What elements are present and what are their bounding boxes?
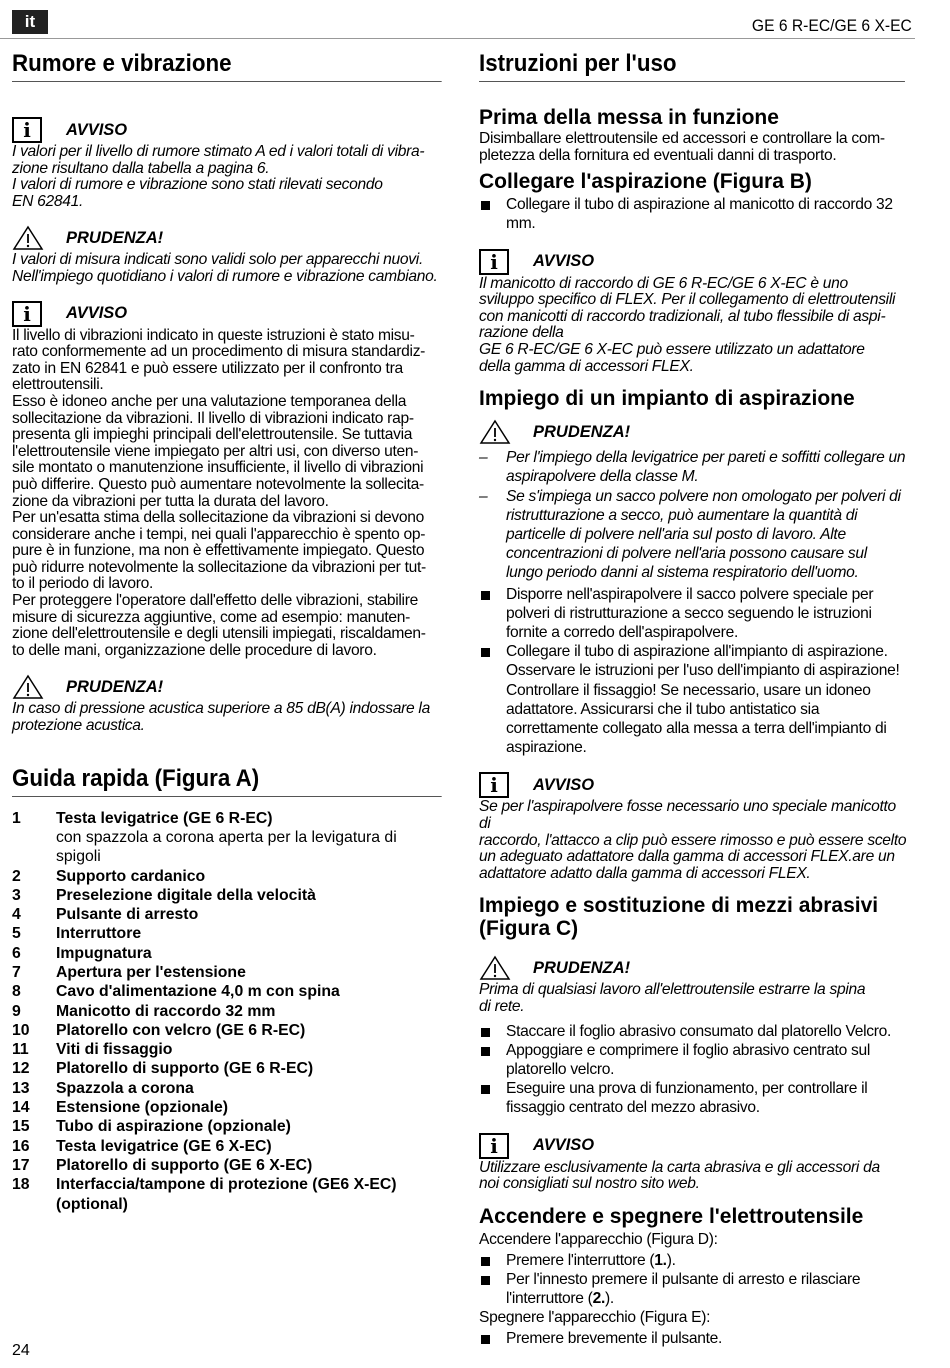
part-name: Interruttore <box>56 925 142 943</box>
text-line: Per un'esatta stima della sollecitazione da vibrazioni si devono <box>12 509 424 527</box>
part-item <box>12 905 444 924</box>
info-notice <box>12 116 444 210</box>
part-item <box>12 1021 444 1040</box>
part-item <box>12 982 444 1001</box>
notice-text <box>479 276 907 376</box>
list-item: Collegare il tubo di aspirazione all'impianto di aspirazione. Osservare le istruzioni per l'uso dell'impianto di aspirazione! Controllare il fissaggio! Se necessario, usare un idoneo adattatore. Assicurarsi che il tubo antistatico sia correttamente collegato alla messa a terra dell'impianto di aspirazione. <box>479 642 907 757</box>
text-line: I valori di misura indicati sono validi solo per apparecchi nuovi. <box>12 251 423 269</box>
part-number: 2 <box>12 867 21 885</box>
part-item <box>12 1059 444 1078</box>
notice-label: PRUDENZA! <box>66 677 164 696</box>
part-number: 3 <box>12 886 21 904</box>
list-item: Collegare il tubo di aspirazione al manicotto di raccordo 32 mm. <box>479 195 907 233</box>
text-line: In caso di pressione acustica superiore a 85 dB(A) indossare la <box>12 700 430 718</box>
caution-notice <box>12 224 444 285</box>
part-name: Tubo di aspirazione (opzionale) <box>56 1118 291 1136</box>
text-line: Disimballare elettroutensile ed accessori e controllare la com- <box>479 130 885 147</box>
text-line: Utilizzare esclusivamente la carta abrasiva e gli accessori da <box>479 1158 880 1176</box>
warning-icon <box>479 419 511 445</box>
part-item <box>12 1137 444 1156</box>
text-line: protezione acustica. <box>12 717 145 735</box>
part-number: 6 <box>12 944 21 962</box>
part-number: 10 <box>12 1021 30 1039</box>
notice-text <box>479 799 907 882</box>
part-number: 9 <box>12 1002 21 1020</box>
connect-extraction-list <box>479 195 907 233</box>
text-line: sviluppo specifico di FLEX. Per il collegamento di elettroutensili <box>479 291 896 309</box>
text-line: Per proteggere l'operatore dall'effetto delle vibrazioni, stabilire <box>12 592 418 610</box>
part-number: 12 <box>12 1060 30 1078</box>
info-notice <box>479 771 907 882</box>
text-line: pure è in funzione, ma non è effettivamente impiegato. Questo <box>12 542 425 560</box>
part-item <box>12 1040 444 1059</box>
extraction-caution <box>479 418 907 446</box>
notice-label: AVVISO <box>533 252 595 271</box>
list-item: Appoggiare e comprimere il foglio abrasivo centrato sul platorello velcro. <box>479 1041 907 1079</box>
subtitle-switch-on-off: Accendere e spegnere l'elettroutensile <box>479 1204 864 1228</box>
list-item: – Per l'impiego della levigatrice per pareti e soffitti collegare un aspirapolvere della classe M. <box>479 448 907 486</box>
text-line: razione della <box>479 324 564 342</box>
text-line: Prima di qualsiasi lavoro all'elettroutensile estrarre la spina <box>479 981 866 999</box>
notice-text <box>12 252 444 285</box>
part-item <box>12 924 444 943</box>
part-name: Cavo d'alimentazione 4,0 m con spina <box>56 983 340 1001</box>
part-number: 8 <box>12 983 21 1001</box>
text-line: adattatore adatto dalla gamma di accessori FLEX. <box>479 864 811 882</box>
notice-label: PRUDENZA! <box>533 958 631 977</box>
section-title-noise: Rumore e vibrazione <box>12 50 442 82</box>
text-line: I valori di rumore e vibrazione sono stati rilevati secondo <box>12 176 383 194</box>
part-item <box>12 867 444 886</box>
caution-notice <box>12 673 444 734</box>
list-item: Premere l'interruttore (1.). <box>479 1251 907 1270</box>
list-item: Disporre nell'aspirapolvere il sacco polvere speciale per polveri di ristrutturazione a secco seguendo le istruzioni fornite a corredo dell'aspirapolvere. <box>479 585 907 643</box>
part-item <box>12 886 444 905</box>
extraction-dash-list <box>479 448 907 582</box>
part-name: Spazzola a corona <box>56 1079 194 1097</box>
abrasives-caution <box>479 954 907 1015</box>
text-line: può differire. Questo può aumentare notevolmente la sollecita- <box>12 475 424 493</box>
part-note: (optional) <box>56 1195 128 1213</box>
section-title-instructions: Istruzioni per l'uso <box>479 50 905 82</box>
abrasives-list <box>479 1022 907 1118</box>
caution-label: PRUDENZA! <box>533 422 631 441</box>
part-number: 17 <box>12 1156 30 1174</box>
text-line: pletezza della fornitura ed eventuali danni di trasporto. <box>479 146 837 164</box>
part-number: 4 <box>12 906 21 924</box>
notice-text <box>12 328 444 660</box>
notice-text <box>479 982 907 1015</box>
text-line: Il livello di vibrazioni indicato in queste istruzioni è stato misu- <box>12 326 415 344</box>
part-name: Platorello con velcro (GE 6 R-EC) <box>56 1021 306 1039</box>
part-number: 11 <box>12 1041 29 1059</box>
left-column <box>12 50 444 1214</box>
part-item <box>12 1098 444 1117</box>
subtitle-abrasives: Impiego e sostituzione di mezzi abrasivi (Figura C) <box>479 894 879 941</box>
language-badge: it <box>12 10 48 34</box>
part-name: Testa levigatrice (GE 6 R-EC) con spazzola a corona aperta per la levigatura di spigoli <box>56 809 444 867</box>
text-line: misure di sicurezza aggiuntive, come ad esempio: manuten- <box>12 608 411 626</box>
part-name: Estensione (opzionale) <box>56 1099 229 1117</box>
caution-notice <box>479 954 907 1015</box>
notice-label: AVVISO <box>533 1136 595 1155</box>
text-line: to il periodo di lavoro. <box>12 575 154 593</box>
warning-icon <box>12 225 44 251</box>
text-line: un adeguato adattatore dalla gamma di accessori FLEX.are un <box>479 848 895 866</box>
info-icon: i <box>12 301 42 327</box>
text-line: considerare anche i tempi, nei quali l'apparecchio è spento op- <box>12 525 426 543</box>
list-item: – Se s'impiega un sacco polvere non omologato per polveri di ristrutturazione a secco, può aumentare la quantità di particelle di polvere nell'aria sul posto di lavoro. Alte concentrazioni di polvere nell'aria possono causare sul lungo periodo danni al sistema respiratorio dell'uomo. <box>479 487 907 583</box>
text-line: può ridurre notevolmente la sollecitazione da vibrazioni per tut- <box>12 558 426 576</box>
list-item: Eseguire una prova di funzionamento, per controllare il fissaggio centrato del mezzo abrasivo. <box>479 1079 907 1117</box>
part-name: Preselezione digitale della velocità <box>56 886 316 904</box>
part-name: Interfaccia/tampone di protezione (GE6 X-EC) (optional) <box>56 1176 397 1213</box>
part-number: 13 <box>12 1079 30 1097</box>
part-item <box>12 1117 444 1136</box>
extraction-notice <box>479 771 907 882</box>
switch-on-list <box>479 1251 907 1309</box>
part-name: Impugnatura <box>56 944 152 962</box>
text-line: sile montato o manutenzione insufficiente, il livello di vibrazioni <box>12 459 424 477</box>
part-number: 16 <box>12 1137 30 1155</box>
header-divider <box>0 38 915 39</box>
part-item <box>12 944 444 963</box>
text-line: zione risultano dalla tabella a pagina 6. <box>12 159 270 177</box>
model-header: GE 6 R-EC/GE 6 X-EC <box>752 16 912 35</box>
info-icon: i <box>479 1133 509 1159</box>
part-number: 14 <box>12 1099 30 1117</box>
notice-text <box>12 144 444 210</box>
part-number: 15 <box>12 1118 30 1136</box>
subtitle-connect-extraction: Collegare l'aspirazione (Figura B) <box>479 170 812 194</box>
part-number: 5 <box>12 925 21 943</box>
part-name: Testa levigatrice (GE 6 X-EC) <box>56 1137 272 1155</box>
list-item: Staccare il foglio abrasivo consumato dal platorello Velcro. <box>479 1022 907 1041</box>
part-name: Viti di fissaggio <box>56 1041 173 1059</box>
part-name: Supporto cardanico <box>56 867 206 885</box>
text-line: zione da vibrazioni per tutta la durata del lavoro. <box>12 492 329 510</box>
text-line: raccordo, l'attacco a clip può essere rimosso e può essere scelto <box>479 831 907 849</box>
section-title-quick-guide: Guida rapida (Figura A) <box>12 765 442 797</box>
warning-icon <box>479 955 511 981</box>
noise-notices <box>12 116 444 735</box>
text-line: noi consigliati sul nostro sito web. <box>479 1175 700 1193</box>
text-line: zione dell'elettroutensile e degli utensili impiegati, riscaldamen- <box>12 625 426 643</box>
part-name: Platorello di supporto (GE 6 R-EC) <box>56 1060 314 1078</box>
info-icon: i <box>479 772 509 798</box>
notice-label: PRUDENZA! <box>66 228 164 247</box>
notice-text <box>479 1160 907 1193</box>
text-line: con manicotti di raccordo tradizionali, al tubo flessibile di aspi- <box>479 307 886 325</box>
part-name: Pulsante di arresto <box>56 906 199 924</box>
part-description: con spazzola a corona aperta per la levigatura di spigoli <box>56 828 397 866</box>
text-line: to delle mani, organizzazione delle procedure di lavoro. <box>12 641 377 659</box>
list-item: Premere brevemente il pulsante. <box>479 1329 907 1348</box>
subtitle-before-use: Prima della messa in funzione <box>479 106 779 129</box>
part-item <box>12 1156 444 1175</box>
info-notice <box>479 1132 907 1193</box>
before-use-text <box>479 131 907 164</box>
text-line: l'elettroutensile viene impiegato per altri usi, con diverso uten- <box>12 442 419 460</box>
part-item <box>12 1002 444 1021</box>
extraction-bullet-list <box>479 585 907 758</box>
text-line: Il manicotto di raccordo di GE 6 R-EC/GE 6 X-EC è uno <box>479 274 848 292</box>
text-line: sollecitazione da vibrazioni. Il livello di vibrazioni indicato rap- <box>12 409 414 427</box>
part-number: 18 <box>12 1176 30 1194</box>
text-line: Esso è idoneo anche per una valutazione temporanea della <box>12 392 407 410</box>
notice-text <box>12 701 444 734</box>
page-number: 24 <box>12 1342 30 1359</box>
list-item: Per l'innesto premere il pulsante di arresto e rilasciare l'interruttore (2.). <box>479 1270 907 1308</box>
switch-off-text: Spegnere l'apparecchio (Figura E): <box>479 1309 711 1327</box>
info-notice <box>12 300 444 660</box>
text-line: di rete. <box>479 997 525 1015</box>
notice-label: AVVISO <box>66 120 128 139</box>
part-name: Apertura per l'estensione <box>56 964 246 981</box>
part-number: 1 <box>12 809 21 827</box>
info-icon: i <box>12 117 42 143</box>
part-name: Platorello di supporto (GE 6 X-EC) <box>56 1156 313 1174</box>
part-item <box>12 1079 444 1098</box>
part-item <box>12 1175 444 1214</box>
text-line: della gamma di accessori FLEX. <box>479 357 694 375</box>
connect-notice <box>479 248 907 376</box>
info-icon: i <box>479 249 509 275</box>
parts-list <box>12 809 444 1214</box>
text-line: Nell'impiego quotidiano i valori di rumore e vibrazione cambiano. <box>12 267 438 285</box>
part-item <box>12 963 444 982</box>
text-line: Se per l'aspirapolvere fosse necessario uno speciale manicotto di <box>479 798 896 832</box>
part-item <box>12 809 444 867</box>
text-line: I valori per il livello di rumore stimato A ed i valori totali di vibra- <box>12 143 425 160</box>
abrasives-notice <box>479 1132 907 1193</box>
text-line: GE 6 R-EC/GE 6 X-EC può essere utilizzato un adattatore <box>479 340 865 358</box>
text-line: EN 62841. <box>12 192 83 210</box>
notice-label: AVVISO <box>533 775 595 794</box>
info-notice <box>479 248 907 376</box>
text-line: elettroutensili. <box>12 376 104 394</box>
warning-icon <box>12 674 44 700</box>
right-column <box>479 50 907 1349</box>
text-line: presenta gli impieghi principali dell'elettroutensile. Se tuttavia <box>12 426 413 444</box>
part-name: Manicotto di raccordo 32 mm <box>56 1002 276 1020</box>
part-number: 7 <box>12 964 21 981</box>
text-line: rato conformemente ad un procedimento di misura standardiz- <box>12 343 426 361</box>
switch-off-list <box>479 1329 907 1348</box>
text-line: zato in EN 62841 e può essere utilizzato per il confronto tra <box>12 359 403 377</box>
notice-label: AVVISO <box>66 304 128 323</box>
switch-on-text: Accendere l'apparecchio (Figura D): <box>479 1230 718 1248</box>
subtitle-extraction-system: Impiego di un impianto di aspirazione <box>479 387 855 411</box>
